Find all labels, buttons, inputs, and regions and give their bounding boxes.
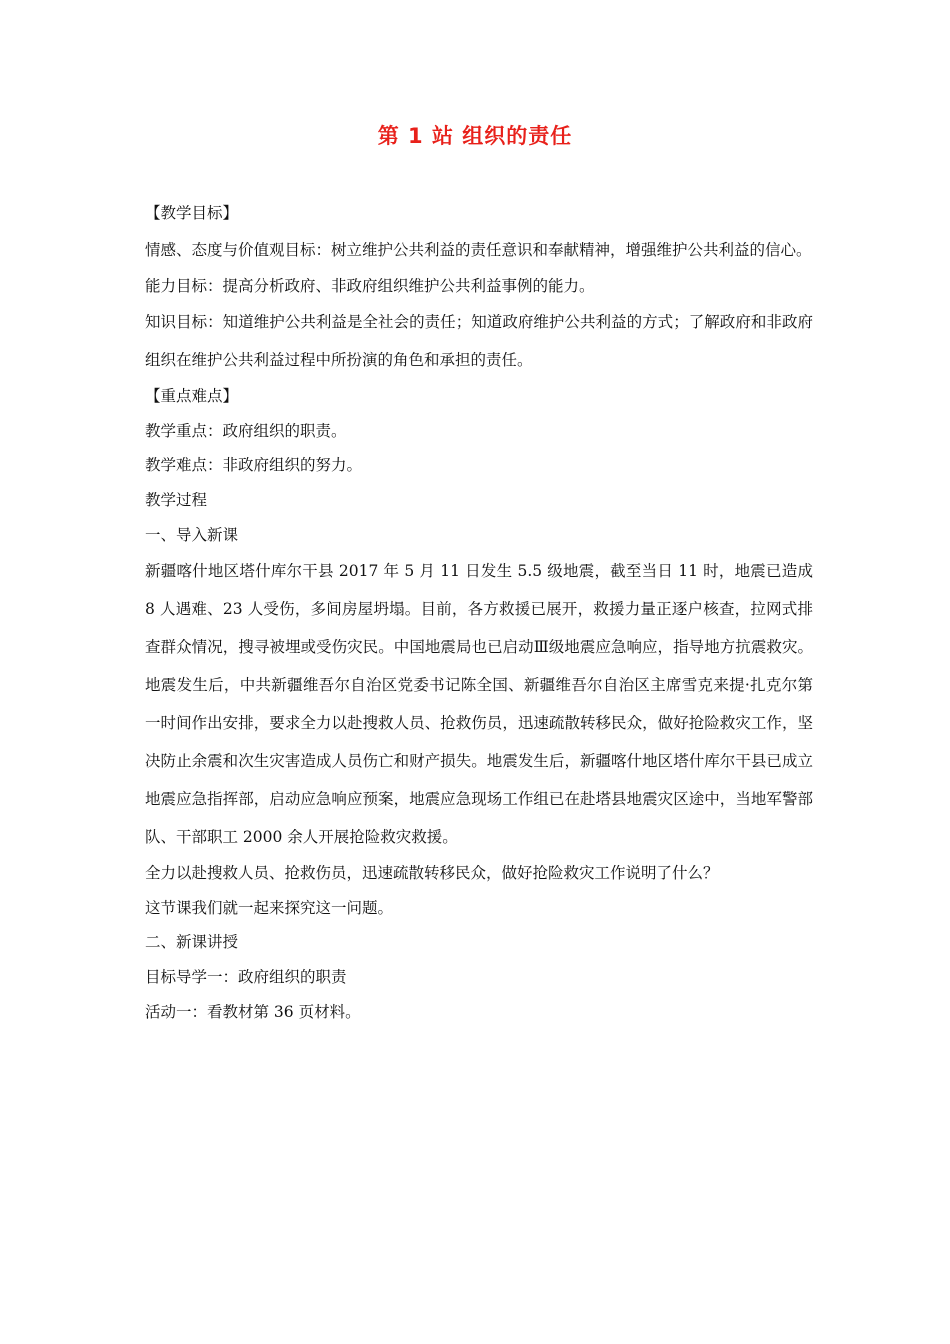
page-title: 第 1 站 组织的责任	[377, 124, 573, 148]
paragraph-knowledge-goal: 知识目标：知道维护公共利益是全社会的责任；知道政府维护公共利益的方式；了解政府和非政府组织在维护公共利益过程中所扮演的角色和承担的责任。	[145, 313, 813, 370]
section-heading-new-lesson: 二、新课讲授	[145, 933, 239, 952]
paragraph-ability-goal: 能力目标：提高分析政府、非政府组织维护公共利益事例的能力。	[145, 276, 595, 295]
section-heading-process: 教学过程	[145, 490, 208, 509]
section-heading-objectives: 【教学目标】	[145, 204, 239, 222]
paragraph-question: 全力以赴搜救人员、抢救伤员，迅速疏散转移民众，做好抢险救灾工作说明了什么？	[145, 864, 719, 883]
paragraph-emotion-goal: 情感、态度与价值观目标：树立维护公共利益的责任意识和奉献精神，增强维护公共利益的信心。	[145, 240, 812, 259]
paragraph-key-point: 教学重点：政府组织的职责。	[145, 421, 347, 440]
document-body	[145, 196, 813, 1029]
section-heading-intro: 一、导入新课	[145, 525, 239, 544]
section-heading-key-points: 【重点难点】	[145, 387, 239, 406]
paragraph-difficulty: 教学难点：非政府组织的努力。	[145, 456, 363, 475]
paragraph-target-one: 目标导学一：政府组织的职责	[145, 967, 347, 986]
paragraph-transition: 这节课我们就一起来探究这一问题。	[145, 898, 394, 917]
paragraph-activity-one: 活动一：看教材第 36 页材料。	[145, 1002, 361, 1021]
paragraph-earthquake-case: 新疆喀什地区塔什库尔干县 2017 年 5 月 11 日发生 5.5 级地震，截至当日 11 时，地震已造成 8 人遇难、23 人受伤，多间房屋坍塌。目前，各方救援已展开，救援力量正逐户核查，拉网式排查群众情况，搜寻被埋或受伤灾民。中国地震局也已启动Ⅲ级地震应急响应，指导地方抗震救灾。地震发生后，中共新疆维吾尔自治区党委书记陈全国、新疆维吾尔自治区主席雪克来提·扎克尔第一时间作出安排，要求全力以赴搜救人员、抢救伤员，迅速疏散转移民众，做好抢险救灾工作，坚决防止余震和次生灾害造成人员伤亡和财产损失。地震发生后，新疆喀什地区塔什库尔干县已成立地震应急指挥部，启动应急响应预案，地震应急现场工作组已在赴塔县地震灾区途中，当地军警部队、干部职工 2000 余人开展抢险救灾救援。	[145, 562, 813, 847]
